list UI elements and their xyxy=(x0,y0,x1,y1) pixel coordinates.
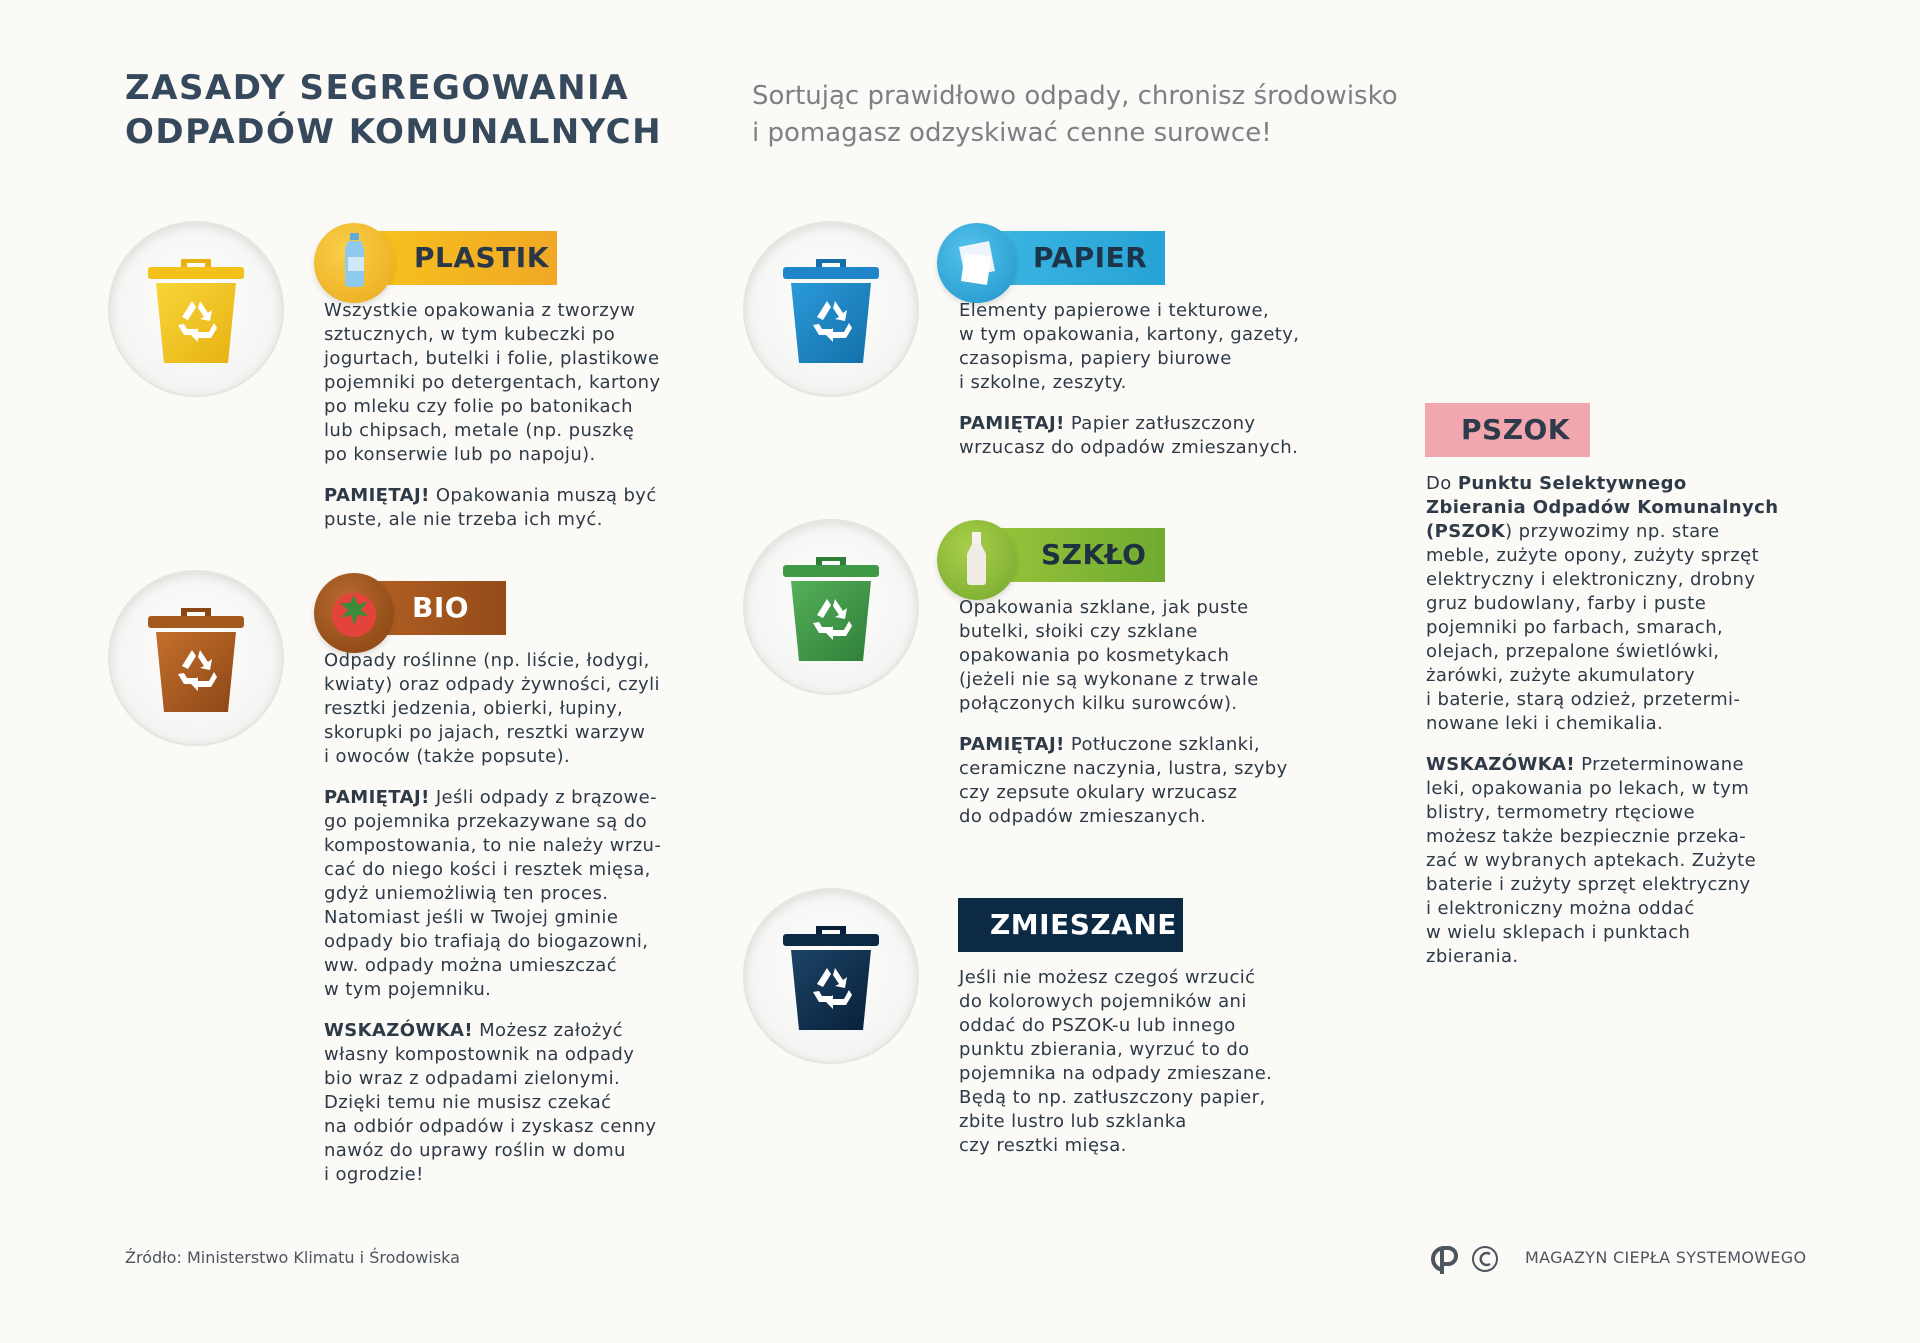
desc-line: na odbiór odpadów i zyskasz cenny xyxy=(324,1116,657,1137)
desc-line: lub chipsach, metale (np. puszkę xyxy=(324,420,635,441)
bin-plastik xyxy=(110,223,282,395)
desc-bold: Zbierania Odpadów Komunalnych xyxy=(1426,497,1779,518)
note-label: PAMIĘTAJ! xyxy=(324,485,430,506)
desc-line: cać do niego kości i resztek mięsa, xyxy=(324,859,651,880)
desc-line: Papier zatłuszczony xyxy=(1070,413,1256,434)
desc-line: oddać do PSZOK-u lub innego xyxy=(959,1015,1236,1036)
desc-line: meble, zużyte opony, zużyty sprzęt xyxy=(1426,545,1760,566)
desc-line: Przeterminowane xyxy=(1581,754,1744,775)
label-plastik xyxy=(314,231,557,285)
desc-line: w tym pojemniku. xyxy=(324,979,492,1000)
title-line-2: ODPADÓW KOMUNALNYCH xyxy=(125,112,663,152)
desc-note xyxy=(324,786,684,1002)
tomato-icon xyxy=(314,573,394,653)
desc-line: w tym opakowania, kartony, gazety, xyxy=(959,324,1300,345)
desc-line: po mleku czy folie po batonikach xyxy=(324,396,633,417)
desc-line: kwiaty) oraz odpady żywności, czyli xyxy=(324,674,660,695)
desc-line: Wszystkie opakowania z tworzyw xyxy=(324,300,636,321)
desc-main xyxy=(959,596,1339,716)
tip-label: WSKAZÓWKA! xyxy=(1426,754,1575,775)
desc-line: do kolorowych pojemników ani xyxy=(959,991,1247,1012)
desc-line: bio wraz z odpadami zielonymi. xyxy=(324,1068,621,1089)
desc-main xyxy=(959,966,1339,1158)
desc-note xyxy=(959,412,1339,460)
desc-pszok xyxy=(1426,472,1806,986)
desc-papier xyxy=(959,299,1339,477)
desc-line: odpady bio trafiają do biogazowni, xyxy=(324,931,649,952)
label-text: SZKŁO xyxy=(1041,538,1147,571)
label-pszok xyxy=(1425,403,1590,457)
desc-line: i szkolne, zeszyty. xyxy=(959,372,1127,393)
desc-line: nawóz do uprawy roślin w domu xyxy=(324,1140,626,1161)
desc-bold: (PSZOK xyxy=(1426,521,1506,542)
desc-line: olejach, przepalone świetlówki, xyxy=(1426,641,1720,662)
desc-line: czasopisma, papiery biurowe xyxy=(959,348,1232,369)
subtitle-line-2: i pomagasz odzyskiwać cenne surowce! xyxy=(752,118,1272,148)
label-text: PAPIER xyxy=(1033,241,1148,274)
desc-main xyxy=(324,299,684,467)
trash-bin-icon xyxy=(146,251,246,365)
desc-line: Jeśli nie możesz czegoś wrzucić xyxy=(959,967,1256,988)
desc-line: nowane leki i chemikalia. xyxy=(1426,713,1664,734)
brand-name: MAGAZYN CIEPŁA SYSTEMOWEGO xyxy=(1525,1248,1807,1267)
desc-line: puste, ale nie trzeba ich myć. xyxy=(324,509,603,530)
desc-line: ceramiczne naczynia, lustra, szyby xyxy=(959,758,1288,779)
desc-line: opakowania po kosmetykach xyxy=(959,645,1230,666)
note-label: PAMIĘTAJ! xyxy=(324,787,430,808)
bin-bio xyxy=(110,572,282,744)
desc-line: gruz budowlany, farby i puste xyxy=(1426,593,1707,614)
desc-line: sztucznych, w tym kubeczki po xyxy=(324,324,616,345)
desc-bold: Punktu Selektywnego xyxy=(1457,473,1687,494)
desc-bio xyxy=(324,649,684,1204)
desc-tip xyxy=(324,1019,684,1187)
desc-line: leki, opakowania po lekach, w tym xyxy=(1426,778,1750,799)
desc-line: elektryczny i elektroniczny, drobny xyxy=(1426,569,1756,590)
desc-line: Potłuczone szklanki, xyxy=(1070,734,1261,755)
desc-line: i baterie, starą odzież, przetermi- xyxy=(1426,689,1741,710)
desc-main xyxy=(959,299,1339,395)
label-text: ZMIESZANE xyxy=(990,908,1177,941)
desc-main xyxy=(1426,472,1806,736)
desc-line: czy resztki mięsa. xyxy=(959,1135,1127,1156)
desc-line: do odpadów zmieszanych. xyxy=(959,806,1207,827)
desc-line: jogurtach, butelki i folie, plastikowe xyxy=(324,348,660,369)
desc-line: połączonych kilku surowców). xyxy=(959,693,1238,714)
page-subtitle xyxy=(752,78,1398,152)
desc-plastik xyxy=(324,299,684,549)
desc-tip xyxy=(1426,753,1806,969)
desc-line: zbierania. xyxy=(1426,946,1519,967)
page-title xyxy=(125,66,662,154)
desc-szklo xyxy=(959,596,1339,846)
desc-line: baterie i zużyty sprzęt elektryczny xyxy=(1426,874,1751,895)
desc-text: ) przywozimy np. stare xyxy=(1505,521,1720,542)
trash-bin-icon xyxy=(781,549,881,663)
desc-line: Elementy papierowe i tekturowe, xyxy=(959,300,1270,321)
desc-line: zbite lustro lub szklanka xyxy=(959,1111,1187,1132)
desc-line: butelki, słoiki czy szklane xyxy=(959,621,1198,642)
desc-text: Do xyxy=(1426,473,1452,494)
desc-line: pojemnika na odpady zmieszane. xyxy=(959,1063,1273,1084)
note-label: PAMIĘTAJ! xyxy=(959,413,1065,434)
label-bio xyxy=(314,581,506,635)
desc-line: czy zepsute okulary wrzucasz xyxy=(959,782,1238,803)
desc-line: wrzucasz do odpadów zmieszanych. xyxy=(959,437,1299,458)
note-label: PAMIĘTAJ! xyxy=(959,734,1065,755)
bin-szklo xyxy=(745,521,917,693)
desc-line: kompostowania, to nie należy wrzu- xyxy=(324,835,662,856)
source-note: Źródło: Ministerstwo Klimatu i Środowiska xyxy=(125,1248,460,1267)
desc-line: gdyż uniemożliwią ten proces. xyxy=(324,883,609,904)
desc-zmieszane xyxy=(959,966,1339,1175)
label-papier xyxy=(937,231,1165,285)
desc-line: Możesz założyć xyxy=(479,1020,623,1041)
desc-line: możesz także bezpiecznie przeka- xyxy=(1426,826,1747,847)
bin-zmieszane xyxy=(745,890,917,1062)
desc-line: skorupki po jajach, resztki warzyw xyxy=(324,722,646,743)
desc-line: Odpady roślinne (np. liście, łodygi, xyxy=(324,650,650,671)
label-text: BIO xyxy=(412,591,470,624)
desc-line: własny kompostownik na odpady xyxy=(324,1044,635,1065)
label-text: PSZOK xyxy=(1461,413,1570,446)
desc-line: pojemniki po farbach, smarach, xyxy=(1426,617,1724,638)
desc-line: ww. odpady można umieszczać xyxy=(324,955,617,976)
subtitle-line-1: Sortując prawidłowo odpady, chronisz środowisko xyxy=(752,81,1398,111)
trash-bin-icon xyxy=(146,600,246,714)
glass-bottle-icon xyxy=(937,520,1017,600)
trash-bin-icon xyxy=(781,251,881,365)
desc-line: Opakowania muszą być xyxy=(435,485,657,506)
desc-line: Jeśli odpady z brązowe- xyxy=(435,787,657,808)
desc-note xyxy=(324,484,684,532)
footer-logos xyxy=(1426,1242,1502,1280)
plastic-bottle-icon xyxy=(314,223,394,303)
cp-logo-icon xyxy=(1426,1242,1502,1276)
title-line-1: ZASADY SEGREGOWANIA xyxy=(125,68,630,108)
desc-line: i ogrodzie! xyxy=(324,1164,424,1185)
desc-line: pojemniki po detergentach, kartony xyxy=(324,372,661,393)
label-text: PLASTIK xyxy=(414,241,549,274)
desc-line: Opakowania szklane, jak puste xyxy=(959,597,1249,618)
bin-papier xyxy=(745,223,917,395)
paper-icon xyxy=(937,223,1017,303)
desc-line: Będą to np. zatłuszczony papier, xyxy=(959,1087,1266,1108)
desc-line: i elektroniczny można oddać xyxy=(1426,898,1695,919)
desc-line: (jeżeli nie są wykonane z trwale xyxy=(959,669,1259,690)
label-szklo xyxy=(937,528,1165,582)
desc-line: żarówki, zużyte akumulatory xyxy=(1426,665,1696,686)
desc-note xyxy=(959,733,1339,829)
desc-line: po konserwie lub po napoju). xyxy=(324,444,596,465)
desc-line: i owoców (także popsute). xyxy=(324,746,571,767)
desc-line: resztki jedzenia, obierki, łupiny, xyxy=(324,698,624,719)
desc-line: w wielu sklepach i punktach xyxy=(1426,922,1691,943)
desc-line: Natomiast jeśli w Twojej gminie xyxy=(324,907,619,928)
desc-line: go pojemnika przekazywane są do xyxy=(324,811,647,832)
tip-label: WSKAZÓWKA! xyxy=(324,1020,473,1041)
trash-bin-icon xyxy=(781,918,881,1032)
desc-line: punktu zbierania, wyrzuć to do xyxy=(959,1039,1250,1060)
desc-line: blistry, termometry rtęciowe xyxy=(1426,802,1696,823)
label-zmieszane xyxy=(958,898,1183,952)
desc-main xyxy=(324,649,684,769)
desc-line: Dzięki temu nie musisz czekać xyxy=(324,1092,612,1113)
desc-line: zać w wybranych aptekach. Zużyte xyxy=(1426,850,1757,871)
